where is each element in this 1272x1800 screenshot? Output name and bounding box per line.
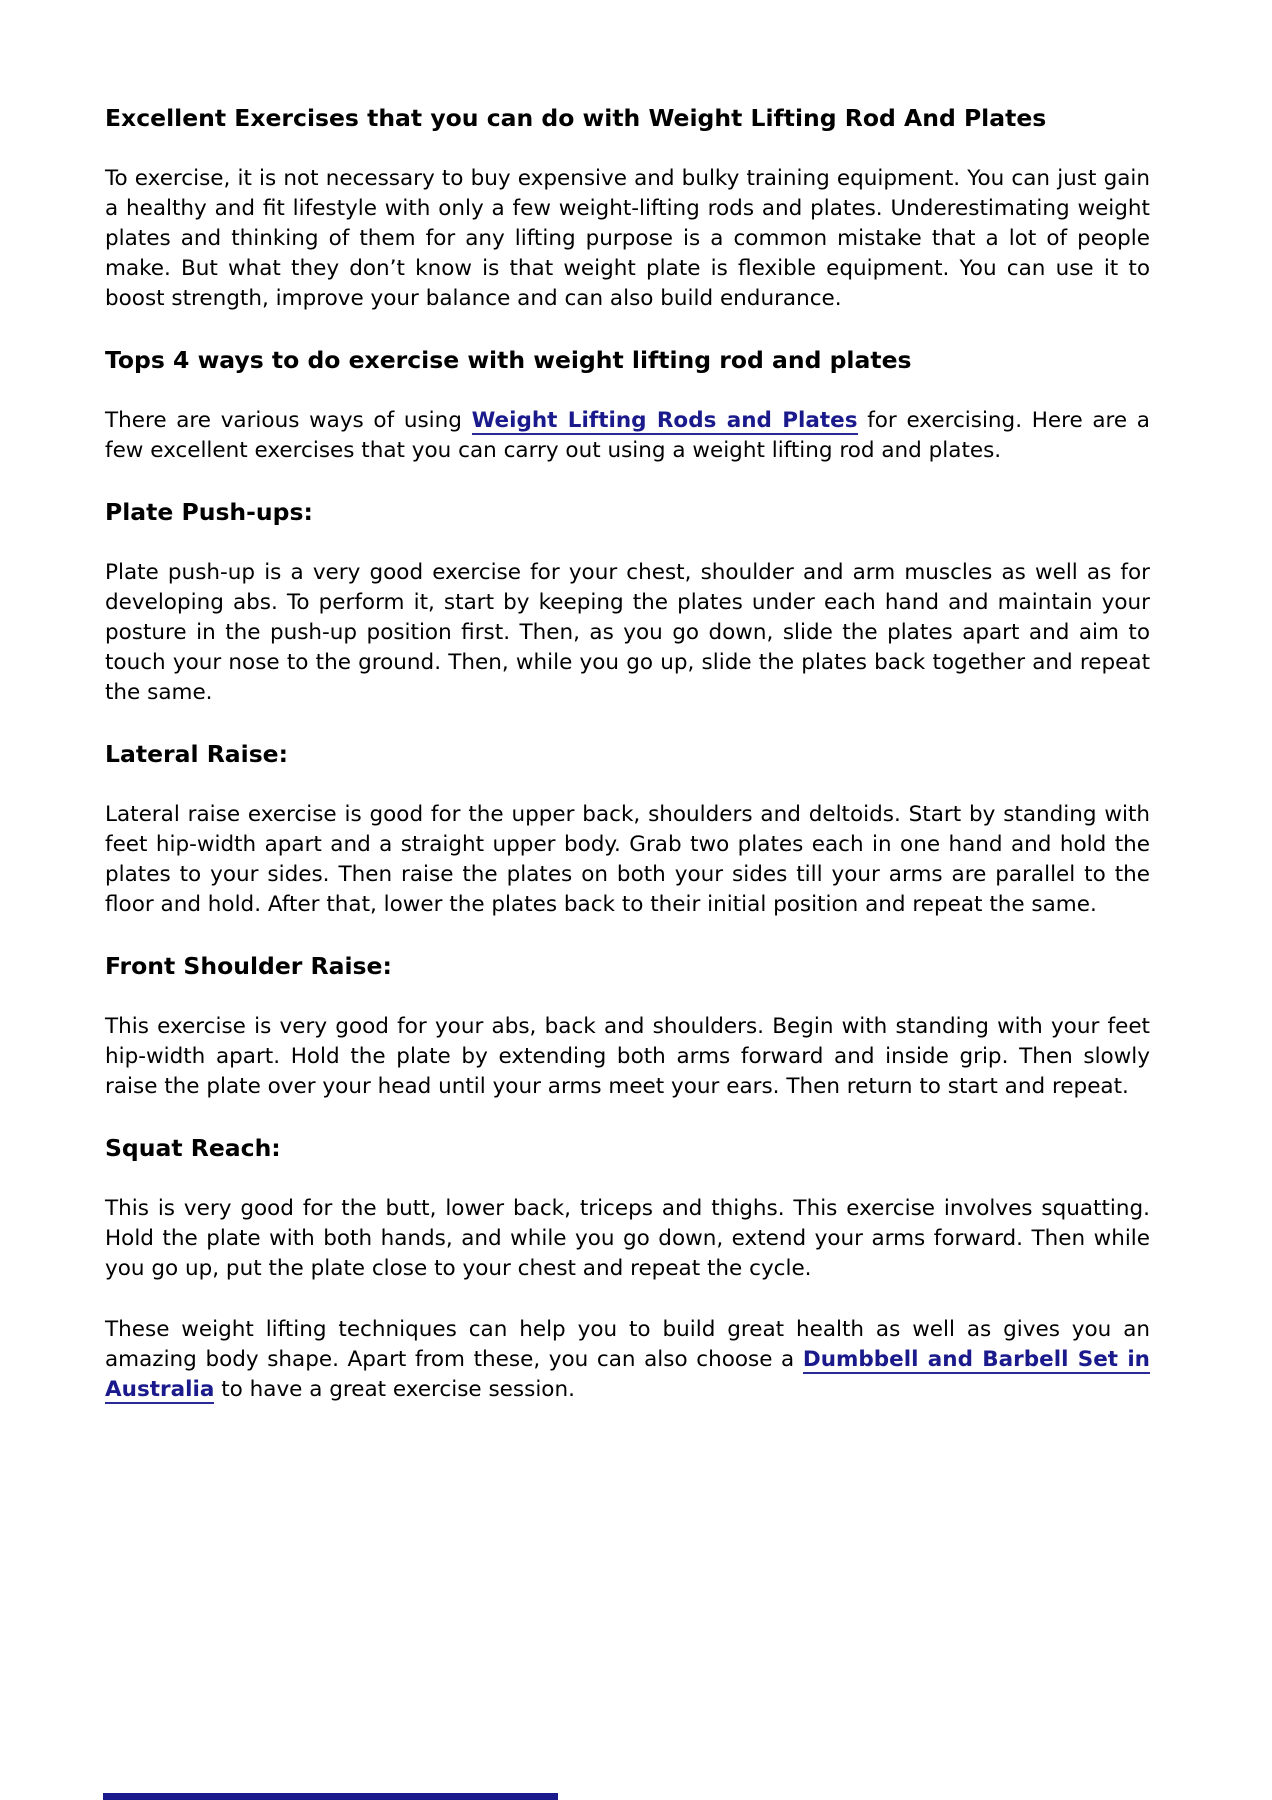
text-run: This is very good for the butt, lower back, triceps and thighs. This exercise involves squatting. Hold the plate with both hands, and while you go down, extend your arms forward. Then while you go up, put the plate close to your chest and repeat the cycle. xyxy=(105,1196,1150,1281)
text-run: Lateral raise exercise is good for the upper back, shoulders and deltoids. Start by standing with feet hip-width apart and a straight upper body. Grab two plates each in one hand and hold the plates to your sides. Then raise the plates on both your sides till your arms are parallel to the floor and hold. After that, lower the plates back to their initial position and repeat the same. xyxy=(105,802,1150,917)
section-heading xyxy=(105,345,1150,375)
paragraph xyxy=(105,406,1150,466)
text-run: Plate push-up is a very good exercise for your chest, shoulder and arm muscles as well as for developing abs. To perform it, start by keeping the plates under each hand and maintain your posture in the push-up position first. Then, as you go down, slide the plates apart and aim to touch your nose to the ground. Then, while you go up, slide the plates back together and repeat the same. xyxy=(105,560,1150,705)
text-run: Tops 4 ways to do exercise with weight lifting rod and plates xyxy=(105,346,912,374)
dumbbell-and-barbell-set-link[interactable]: Dumbbell and Barbell Set in Australia xyxy=(105,1347,1150,1402)
section-heading xyxy=(105,951,1150,981)
text-run: Front Shoulder Raise: xyxy=(105,952,392,980)
cut-off-content-bar xyxy=(103,1793,558,1800)
text-run: This exercise is very good for your abs, back and shoulders. Begin with standing with your feet hip-width apart. Hold the plate by extending both arms forward and inside grip. Then slowly raise the plate over your head until your arms meet your ears. Then return to start and repeat. xyxy=(105,1014,1150,1099)
paragraph xyxy=(105,164,1150,314)
section-heading xyxy=(105,497,1150,527)
document-body xyxy=(105,103,1150,1405)
weight-lifting-rods-and-plates-link[interactable]: Weight Lifting Rods and Plates xyxy=(471,408,858,433)
text-run: for exercising. Here are a few excellent exercises that you can carry out using a weight lifting rod and plates. xyxy=(105,408,1150,463)
text-run: to have a great exercise session. xyxy=(214,1377,575,1402)
text-run: Squat Reach: xyxy=(105,1134,281,1162)
text-run: To exercise, it is not necessary to buy expensive and bulky training equipment. You can just gain a healthy and fit lifestyle with only a few weight-lifting rods and plates. Underestimating weight plates and thinking of them for any lifting purpose is a common mistake that a lot of people make. But what they don’t know is that weight plate is flexible equipment. You can use it to boost strength, improve your balance and can also build endurance. xyxy=(105,166,1150,311)
document-title xyxy=(105,103,1150,133)
text-run: These weight lifting techniques can help you to build great health as well as gives you an amazing body shape. Apart from these, you can also choose a xyxy=(105,1317,1150,1372)
text-run: There are various ways of using xyxy=(105,408,472,433)
paragraph xyxy=(105,800,1150,920)
text-run: Plate Push-ups: xyxy=(105,498,313,526)
section-heading xyxy=(105,1133,1150,1163)
text-run: Lateral Raise: xyxy=(105,740,289,768)
paragraph xyxy=(105,1012,1150,1102)
text-run: Excellent Exercises that you can do with Weight Lifting Rod And Plates xyxy=(105,104,1047,132)
paragraph xyxy=(105,558,1150,708)
paragraph xyxy=(105,1315,1150,1405)
section-heading xyxy=(105,739,1150,769)
paragraph xyxy=(105,1194,1150,1284)
